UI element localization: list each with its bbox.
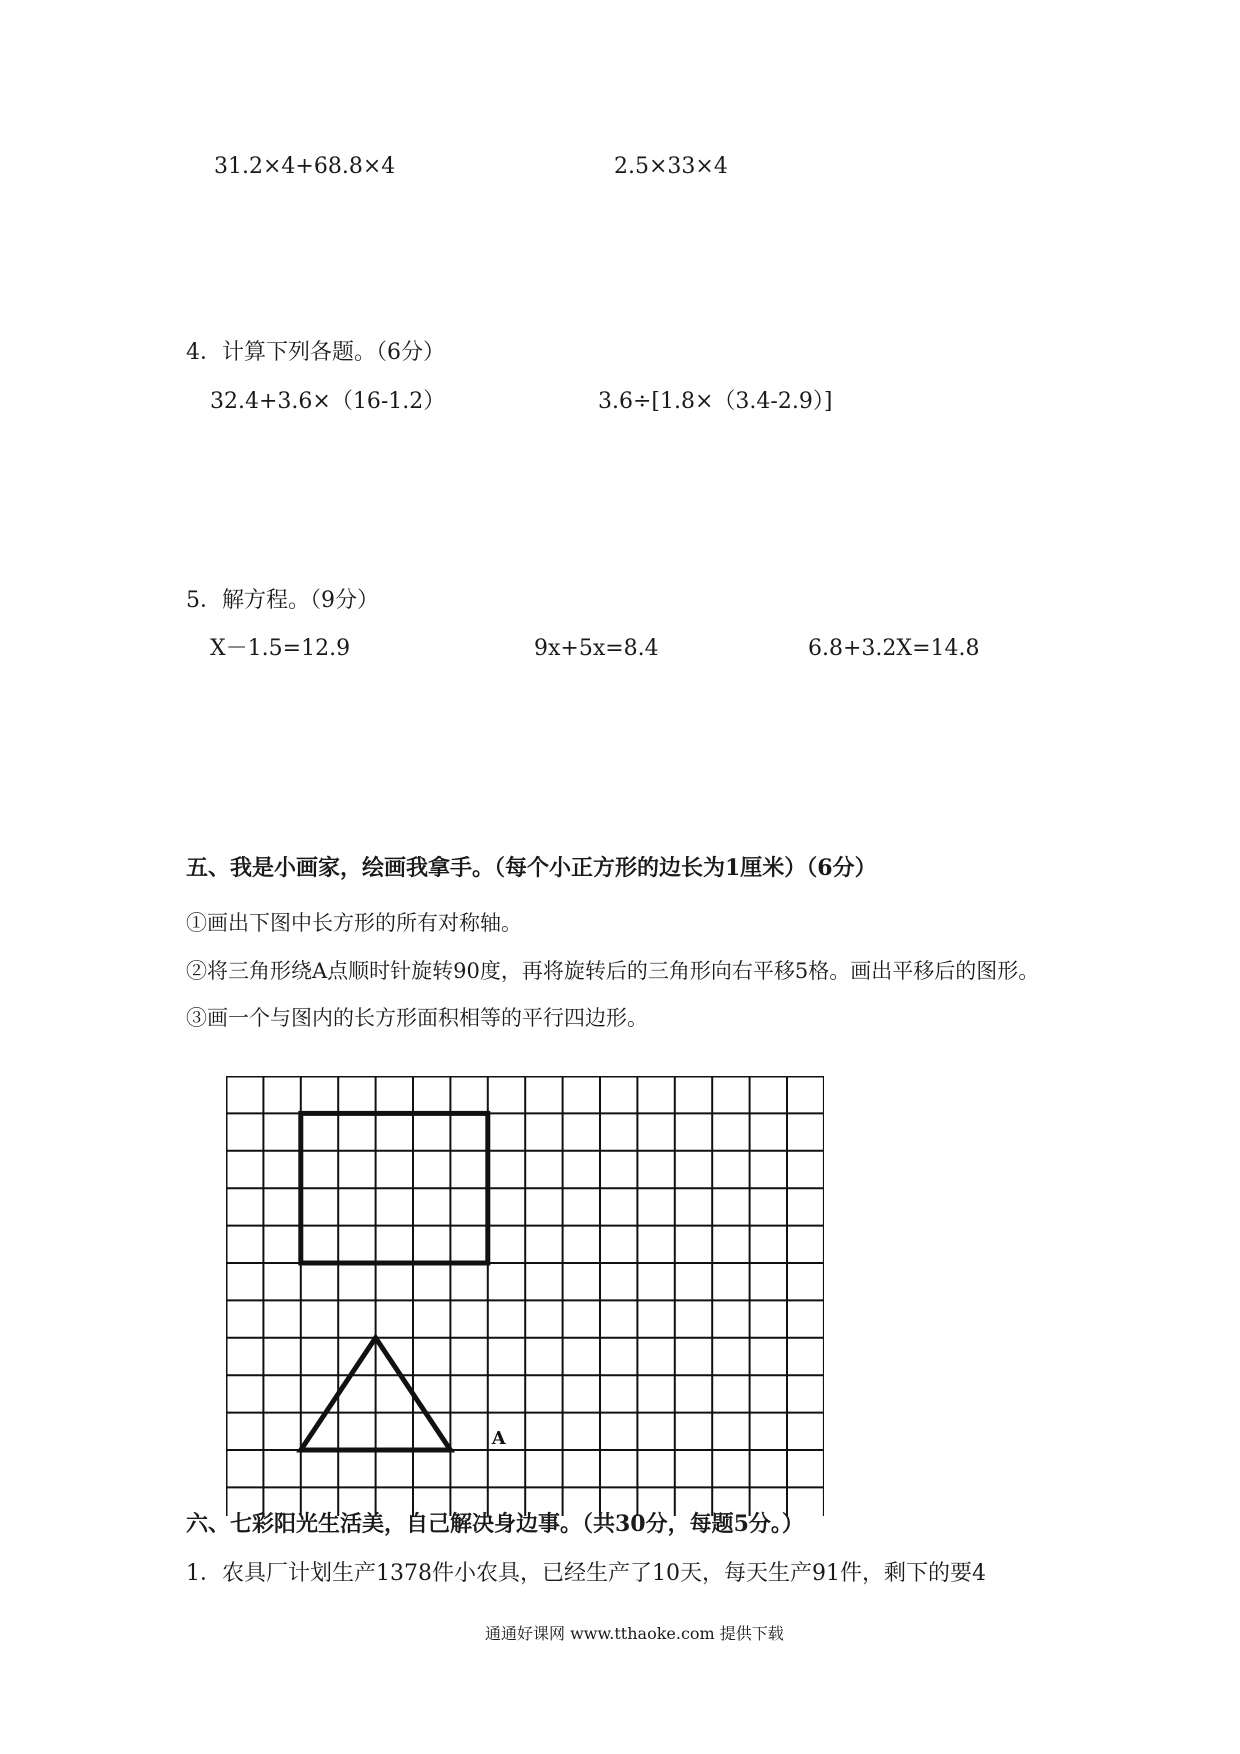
- section-6-question-1: 1．农具厂计划生产1378件小农具，已经生产了10天，每天生产91件，剩下的要4: [186, 1561, 986, 1586]
- section-6-title: 六、七彩阳光生活美，自己解决身边事。（共30分，每题5分。）: [186, 1511, 804, 1537]
- question-4-title: 4．计算下列各题。（6分）: [186, 340, 445, 365]
- section-5-item-1: ①画出下图中长方形的所有对称轴。: [186, 911, 522, 935]
- question-4-expression-1: 32.4+3.6×（16-1.2）: [210, 389, 446, 414]
- question-5-equation-1: X－1.5=12.9: [210, 636, 351, 661]
- section-5-title: 五、我是小画家，绘画我拿手。（每个小正方形的边长为1厘米）（6分）: [186, 855, 877, 881]
- question-5-equation-2: 9x+5x=8.4: [534, 636, 659, 661]
- footer-credit: 通通好课网 www.tthaoke.com 提供下载: [485, 1624, 784, 1643]
- expression-1: 31.2×4+68.8×4: [214, 154, 396, 179]
- question-5-title: 5．解方程。（9分）: [186, 588, 379, 613]
- question-4-expression-2: 3.6÷[1.8×（3.4-2.9）]: [598, 389, 833, 414]
- section-5-item-3: ③画一个与图内的长方形面积相等的平行四边形。: [186, 1006, 648, 1030]
- grid-drawing: [226, 1076, 824, 1516]
- expression-2: 2.5×33×4: [614, 154, 728, 179]
- section-5-item-2: ②将三角形绕A点顺时针旋转90度，再将旋转后的三角形向右平移5格。画出平移后的图形。: [186, 959, 1040, 983]
- point-a-label: A: [491, 1428, 506, 1449]
- question-5-equation-3: 6.8+3.2X=14.8: [808, 636, 980, 661]
